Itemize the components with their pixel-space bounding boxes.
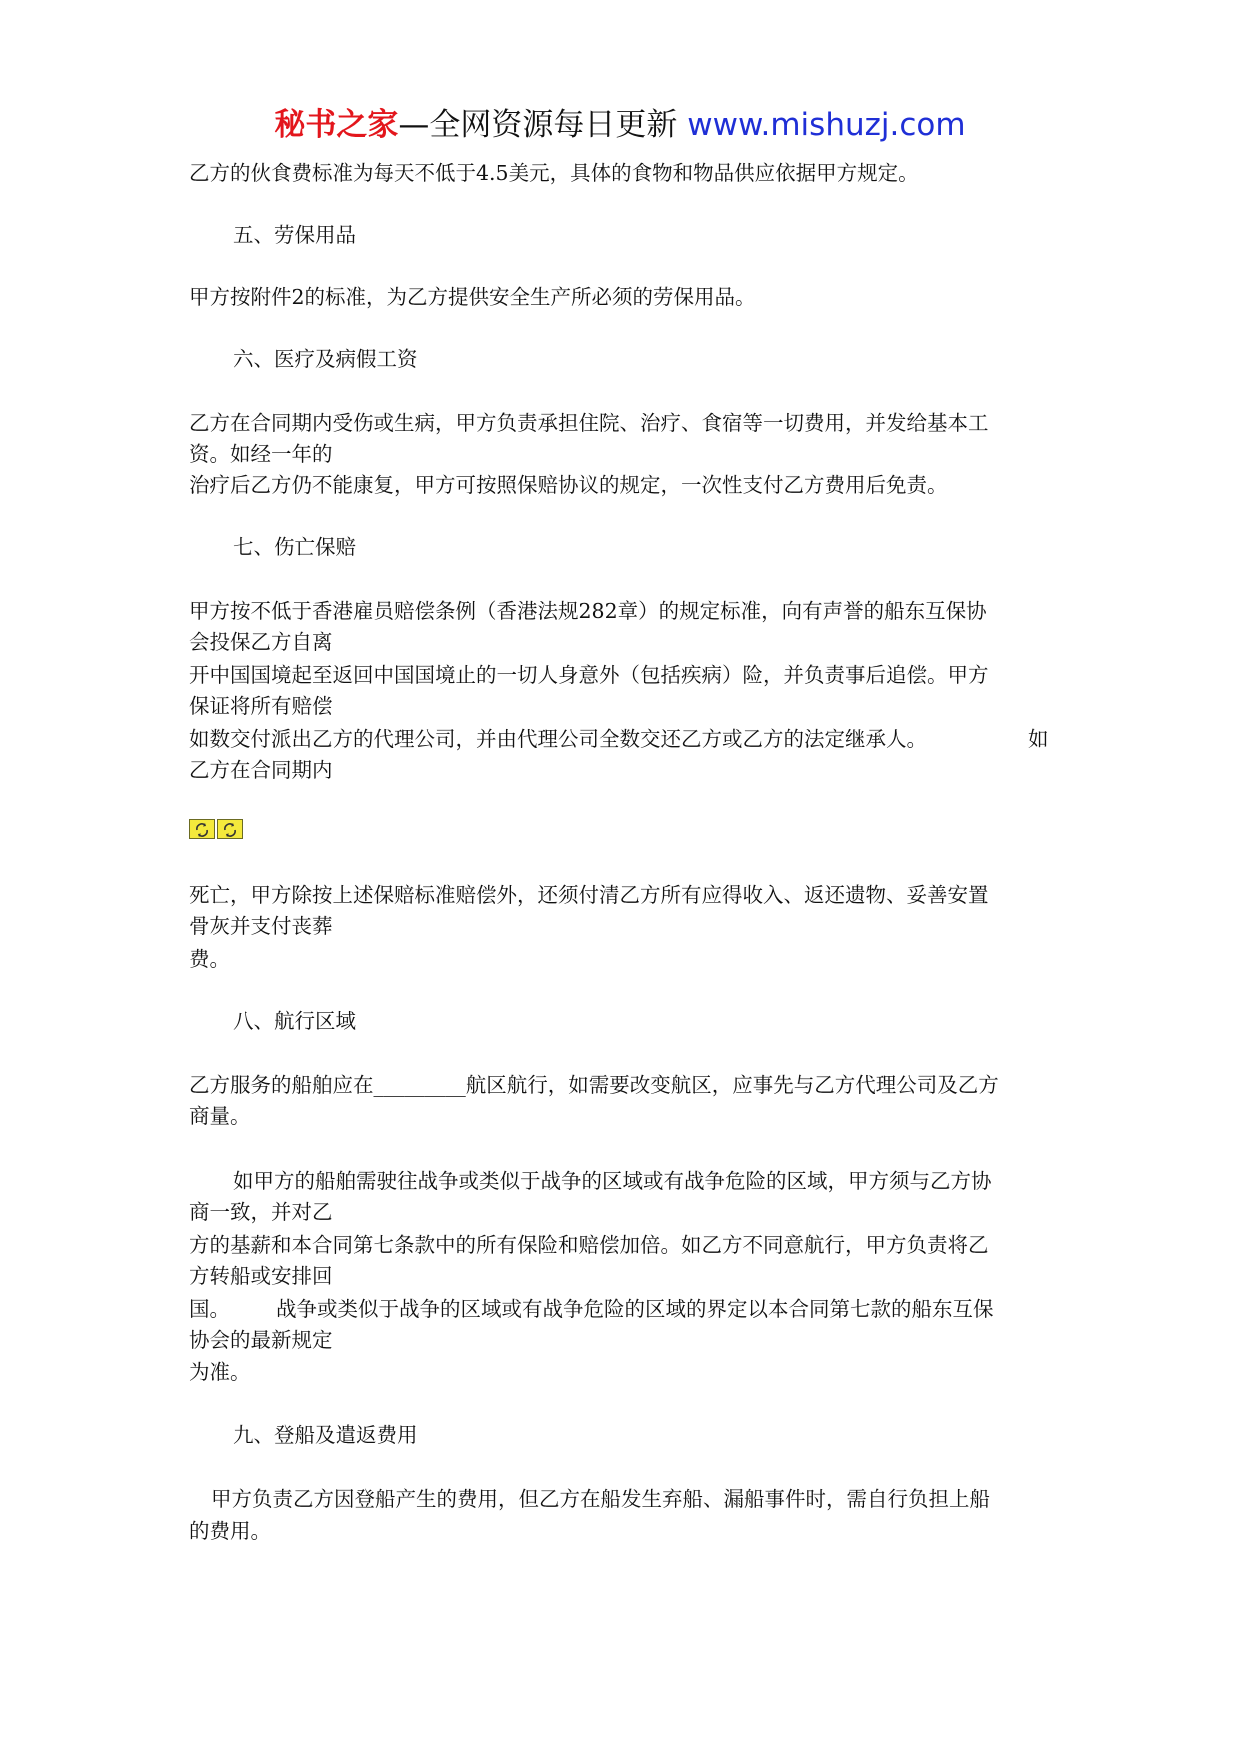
paragraph-line: 战争或类似于战争的区域或有战争危险的区域的界定以本合同第七款的船东互保 <box>276 1297 994 1321</box>
paragraph-line: 如 <box>1028 727 1049 751</box>
paragraph-line: 甲方按附件2的标准，为乙方提供安全生产所必须的劳保用品。 <box>189 285 756 309</box>
paragraph-line: 如甲方的船舶需驶往战争或类似于战争的区域或有战争危险的区域，甲方须与乙方协 <box>233 1169 992 1193</box>
paragraph-line: 方转船或安排回 <box>189 1264 333 1288</box>
paragraph-line: 会投保乙方自离 <box>189 630 333 654</box>
paragraph-line: 治疗后乙方仍不能康复，甲方可按照保赔协议的规定，一次性支付乙方费用后免责。 <box>189 473 948 497</box>
page-header <box>0 103 1240 147</box>
section-heading: 九、登船及遣返费用 <box>233 1423 418 1447</box>
paragraph-line: 骨灰并支付丧葬 <box>189 914 333 938</box>
paragraph-line: 乙方服务的船舶应在_________航区航行，如需要改变航区，应事先与乙方代理公司及乙方 <box>189 1073 999 1097</box>
section-heading: 八、航行区域 <box>233 1009 356 1033</box>
inline-image-placeholder <box>189 819 249 841</box>
paragraph-line: 死亡，甲方除按上述保赔标准赔偿外，还须付清乙方所有应得收入、返还遗物、妥善安置 <box>189 883 989 907</box>
paragraph-line: 商一致，并对乙 <box>189 1200 333 1224</box>
paragraph-line: 乙方的伙食费标准为每天不低于4.5美元，具体的食物和物品供应依据甲方规定。 <box>189 161 919 185</box>
paragraph-line: 资。如经一年的 <box>189 442 333 466</box>
paragraph-line: 如数交付派出乙方的代理公司，并由代理公司全数交还乙方或乙方的法定继承人。 <box>189 727 927 751</box>
header-url[interactable]: www.mishuzj.com <box>687 107 966 143</box>
broken-image-icon <box>189 819 215 839</box>
section-heading: 五、劳保用品 <box>233 223 356 247</box>
section-heading: 六、医疗及病假工资 <box>233 347 418 371</box>
paragraph-line: 协会的最新规定 <box>189 1328 333 1352</box>
paragraph-line: 乙方在合同期内受伤或生病，甲方负责承担住院、治疗、食宿等一切费用，并发给基本工 <box>189 411 989 435</box>
paragraph-line: 保证将所有赔偿 <box>189 694 333 718</box>
brand-name: 秘书之家 <box>274 107 399 143</box>
paragraph-line: 开中国国境起至返回中国国境止的一切人身意外（包括疾病）险，并负责事后追偿。甲方 <box>189 663 989 687</box>
paragraph-line: 方的基薪和本合同第七条款中的所有保险和赔偿加倍。如乙方不同意航行，甲方负责将乙 <box>189 1233 989 1257</box>
section-heading: 七、伤亡保赔 <box>233 535 356 559</box>
paragraph-line: 甲方负责乙方因登船产生的费用，但乙方在船发生弃船、漏船事件时，需自行负担上船 <box>211 1487 990 1511</box>
paragraph-line: 国。 <box>189 1297 230 1321</box>
paragraph-line: 为准。 <box>189 1360 251 1384</box>
paragraph-line: 的费用。 <box>189 1519 271 1543</box>
header-slogan: —全网资源每日更新 <box>398 107 678 143</box>
broken-image-icon <box>217 819 243 839</box>
paragraph-line: 乙方在合同期内 <box>189 758 333 782</box>
paragraph-line: 商量。 <box>189 1104 251 1128</box>
paragraph-line: 甲方按不低于香港雇员赔偿条例（香港法规282章）的规定标准，向有声誉的船东互保协 <box>189 599 987 623</box>
paragraph-line: 费。 <box>189 947 230 971</box>
